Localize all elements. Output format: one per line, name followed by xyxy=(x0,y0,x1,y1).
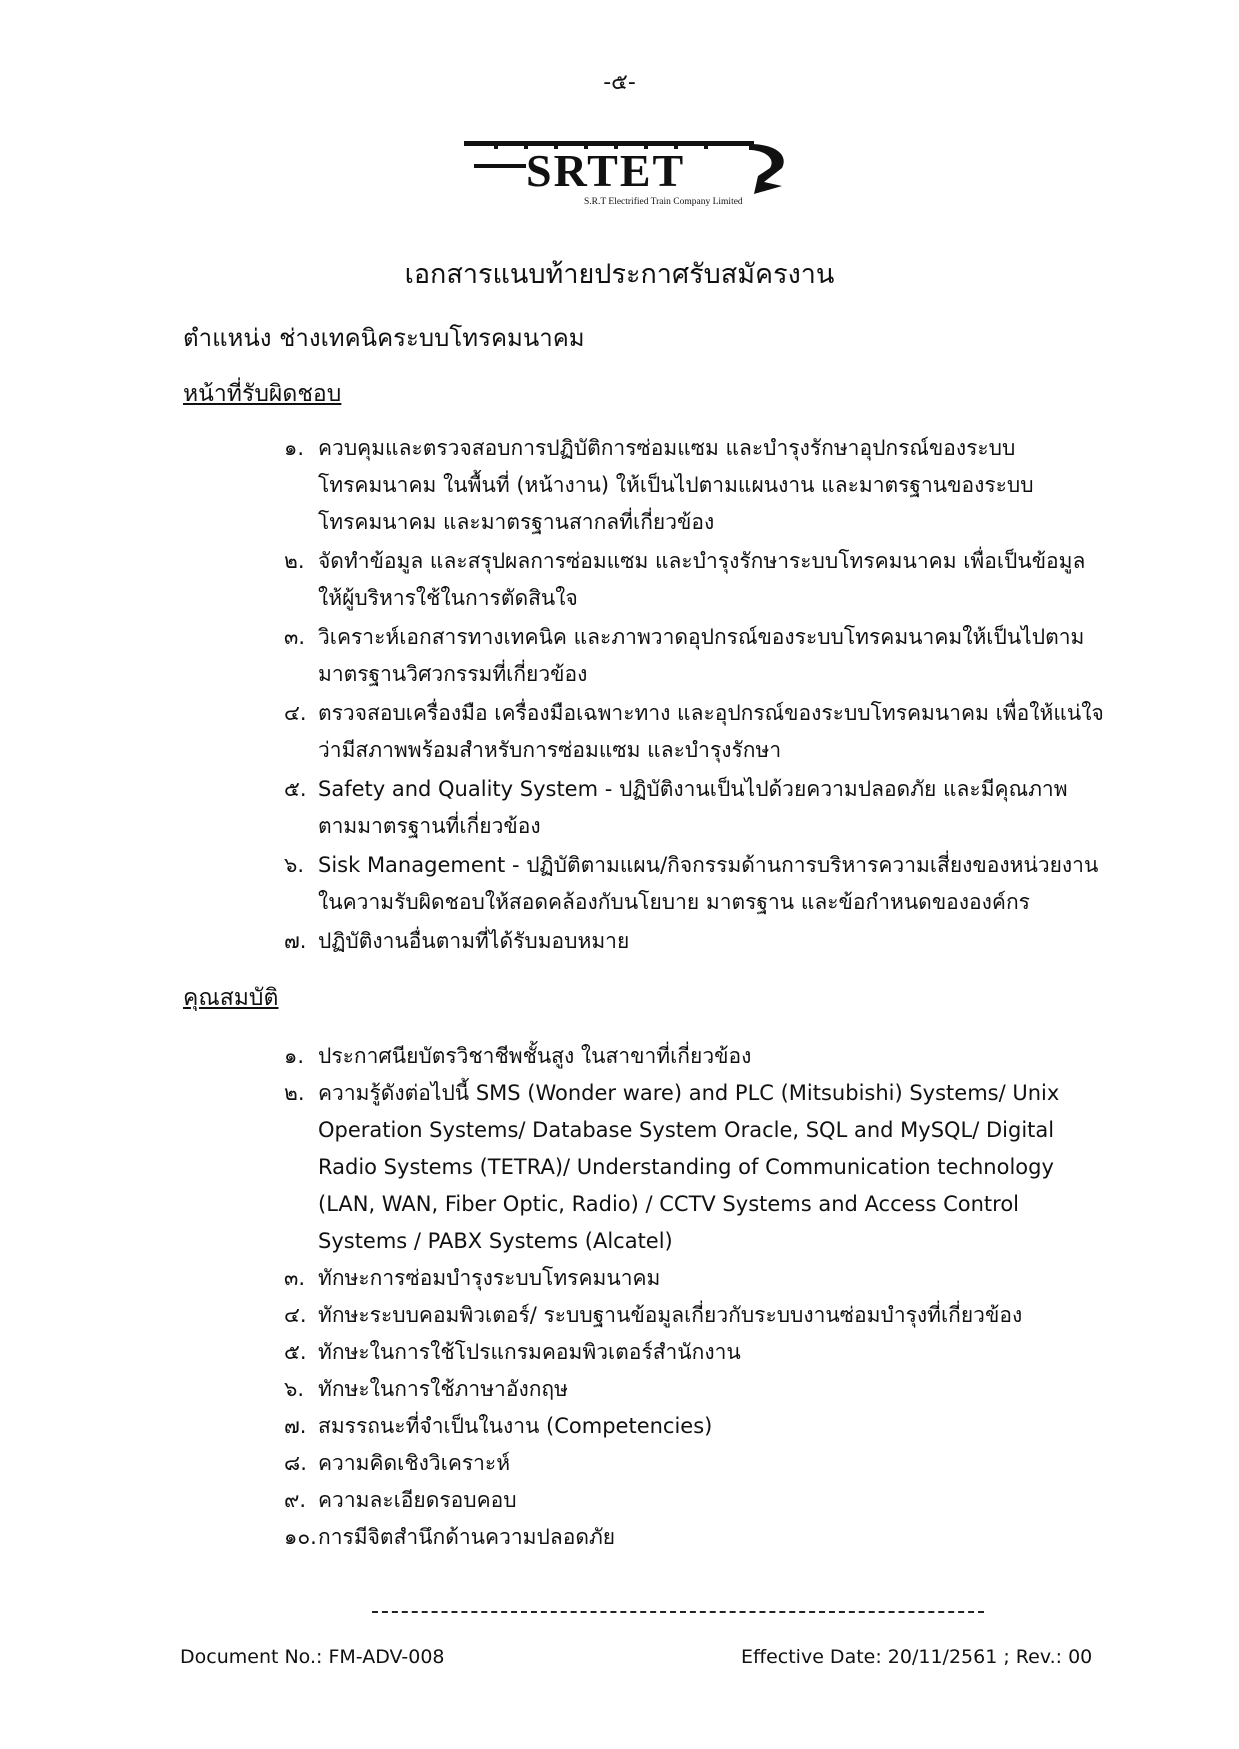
item-text: ประกาศนียบัตรวิชาชีพชั้นสูง ในสาขาที่เกี่ยวข้อง xyxy=(318,1044,752,1068)
item-number: ๔. xyxy=(284,1303,307,1327)
item-number: ๑. xyxy=(284,1044,305,1068)
logo-tagline: S.R.T Electrified Train Company Limited xyxy=(584,197,743,207)
list-item xyxy=(284,1519,1104,1556)
responsibilities-list xyxy=(284,430,1104,962)
list-item xyxy=(284,1371,1104,1408)
list-item xyxy=(284,1408,1104,1445)
item-text: ทักษะระบบคอมพิวเตอร์/ ระบบฐานข้อมูลเกี่ยวกับระบบงานซ่อมบำรุงที่เกี่ยวข้อง xyxy=(318,1303,1023,1327)
item-number: ๔. xyxy=(284,701,307,725)
list-item xyxy=(284,1038,1104,1075)
item-number: ๖. xyxy=(284,1377,305,1401)
qualifications-heading: คุณสมบัติ xyxy=(183,985,279,1011)
effective-date: Effective Date: 20/11/2561 ; Rev.: 00 xyxy=(741,1646,1093,1668)
item-text: Sisk Management - ปฏิบัติตามแผน/กิจกรรมด้านการบริหารความเสี่ยงของหน่วยงานในความรับผิดชอบให้สอดคล้องกับนโยบาย มาตรฐาน และข้อกำหนดขององค์กร xyxy=(318,853,1099,914)
logo-name: SRTET xyxy=(526,145,686,196)
list-item xyxy=(284,430,1104,541)
item-number: ๑. xyxy=(284,436,305,460)
item-text: ความละเอียดรอบคอบ xyxy=(318,1488,517,1512)
item-text: ทักษะการซ่อมบำรุงระบบโทรคมนาคม xyxy=(318,1266,661,1290)
list-item xyxy=(284,1482,1104,1519)
item-text: ทักษะในการใช้ภาษาอังกฤษ xyxy=(318,1377,568,1401)
document-title: เอกสารแนบท้ายประกาศรับสมัครงาน xyxy=(404,259,835,290)
list-item xyxy=(284,1445,1104,1482)
item-text: วิเคราะห์เอกสารทางเทคนิค และภาพวาดอุปกรณ์ของระบบโทรคมนาคมให้เป็นไปตามมาตรฐานวิศวกรรมที่เกี่ยวข้อง xyxy=(318,625,1085,686)
company-logo xyxy=(464,136,824,216)
list-item xyxy=(284,1075,1104,1260)
list-item xyxy=(284,923,1104,960)
item-text: ความรู้ดังต่อไปนี้ SMS (Wonder ware) and PLC (Mitsubishi) Systems/ Unix Operation Systems/ Database System Oracle, SQL and MySQL/ Digital Radio Systems (TETRA)/ Understanding of Communication technology (LAN, WAN, Fiber Optic, Radio) / CCTV Systems and Access Control Systems / PABX Systems (Alcatel) xyxy=(318,1081,1060,1253)
item-text: Safety and Quality System - ปฏิบัติงานเป็นไปด้วยความปลอดภัย และมีคุณภาพตามมาตรฐานที่เกี่ยวข้อง xyxy=(318,777,1068,838)
dashed-divider xyxy=(372,1611,984,1613)
list-item xyxy=(284,771,1104,845)
list-item xyxy=(284,1260,1104,1297)
item-number: ๕. xyxy=(284,777,307,801)
list-item xyxy=(284,619,1104,693)
item-number: ๖. xyxy=(284,853,305,877)
item-number: ๙. xyxy=(284,1488,307,1512)
item-number: ๑๐. xyxy=(284,1525,317,1549)
item-text: สมรรถนะที่จำเป็นในงาน (Competencies) xyxy=(318,1414,713,1438)
item-text: ทักษะในการใช้โปรแกรมคอมพิวเตอร์สำนักงาน xyxy=(318,1340,741,1364)
responsibilities-heading: หน้าที่รับผิดชอบ xyxy=(183,381,342,407)
item-number: ๓. xyxy=(284,1266,306,1290)
item-text: การมีจิตสำนึกด้านความปลอดภัย xyxy=(318,1525,616,1549)
page-number: -๕- xyxy=(603,70,636,95)
list-item xyxy=(284,847,1104,921)
item-text: ตรวจสอบเครื่องมือ เครื่องมือเฉพาะทาง และอุปกรณ์ของระบบโทรคมนาคม เพื่อให้แน่ใจว่ามีสภาพพร้อมสำหรับการซ่อมแซม และบำรุงรักษา xyxy=(318,701,1104,762)
document-number: Document No.: FM-ADV-008 xyxy=(180,1646,445,1668)
qualifications-list xyxy=(284,1038,1104,1556)
list-item xyxy=(284,1334,1104,1371)
position-title: ตำแหน่ง ช่างเทคนิคระบบโทรคมนาคม xyxy=(183,324,585,352)
item-number: ๘. xyxy=(284,1451,307,1475)
item-number: ๓. xyxy=(284,625,306,649)
item-number: ๗. xyxy=(284,929,307,953)
item-number: ๒. xyxy=(284,549,305,573)
item-text: ควบคุมและตรวจสอบการปฏิบัติการซ่อมแซม และบำรุงรักษาอุปกรณ์ของระบบโทรคมนาคม ในพื้นที่ (หน้างาน) ให้เป็นไปตามแผนงาน และมาตรฐานของระบบโทรคมนาคม และมาตรฐานสากลที่เกี่ยวข้อง xyxy=(318,436,1034,534)
item-number: ๗. xyxy=(284,1414,307,1438)
item-number: ๒. xyxy=(284,1081,305,1105)
item-text: จัดทำข้อมูล และสรุปผลการซ่อมแซม และบำรุงรักษาระบบโทรคมนาคม เพื่อเป็นข้อมูลให้ผู้บริหารใช้ในการตัดสินใจ xyxy=(318,549,1086,610)
list-item xyxy=(284,1297,1104,1334)
item-number: ๕. xyxy=(284,1340,307,1364)
item-text: ปฏิบัติงานอื่นตามที่ได้รับมอบหมาย xyxy=(318,929,630,953)
list-item xyxy=(284,543,1104,617)
list-item xyxy=(284,695,1104,769)
item-text: ความคิดเชิงวิเคราะห์ xyxy=(318,1451,511,1475)
